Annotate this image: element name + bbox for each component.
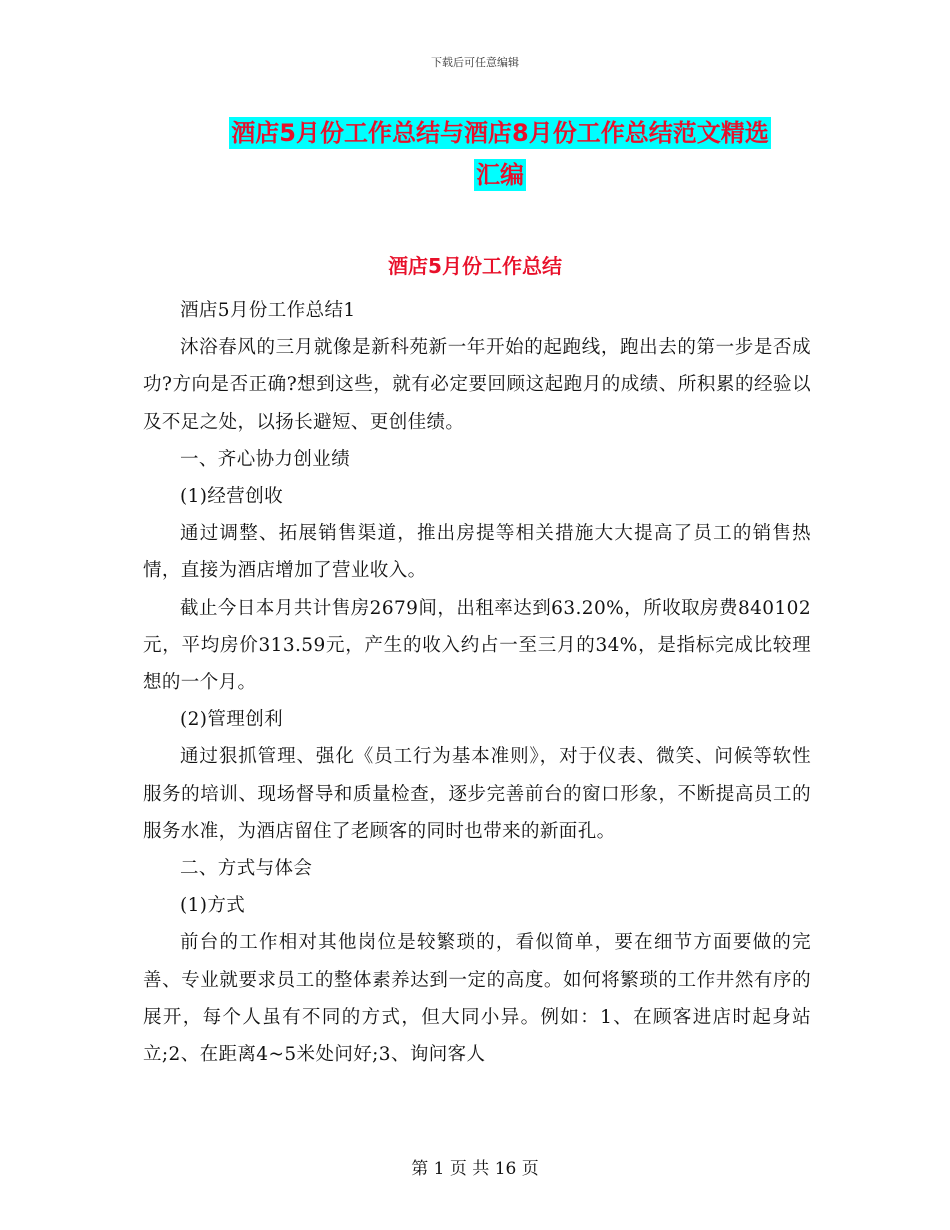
paragraph: 酒店5月份工作总结1 (180, 300, 356, 321)
paragraph: 通过狠抓管理、强化《员工行为基本准则》，对于仪表、微笑、问候等软性服务的培训、现场督导和质量检查，逐步完善前台的窗口形象，不断提高员工的服务水准，为酒店留住了老顾客的同时也带来的新面孔。 (143, 746, 811, 842)
paragraph: 通过调整、拓展销售渠道，推出房提等相关措施大大提高了员工的销售热情，直接为酒店增加了营业收入。 (143, 523, 811, 582)
paragraph: (2)管理创利 (180, 709, 284, 731)
section-title: 酒店5月份工作总结 (388, 254, 562, 278)
document-title (190, 112, 810, 196)
page-number: 第 1 页 共 16 页 (411, 1159, 539, 1179)
paragraph: 一、齐心协力创业绩 (180, 448, 351, 470)
header-note: 下载后可任意编辑 (431, 56, 519, 69)
document-body (143, 292, 811, 1073)
paragraph: (1)经营创收 (180, 486, 284, 508)
paragraph: 沐浴春风的三月就像是新科苑新一年开始的起跑线，跑出去的第一步是否成功?方向是否正确?想到这些，就有必定要回顾这起跑月的成绩、所积累的经验以及不足之处，以扬长避短、更创佳绩。 (143, 337, 811, 433)
document-title-line-2: 汇编 (476, 161, 524, 189)
paragraph: 二、方式与体会 (180, 858, 313, 880)
document-title-line-1: 酒店5月份工作总结与酒店8月份工作总结范文精选 (231, 119, 769, 147)
paragraph: 截止今日本月共计售房2679间，出租率达到63.20%，所收取房费840102元，平均房价313.59元，产生的收入约占一至三月的34%，是指标完成比较理想的一个月。 (143, 597, 811, 694)
paragraph: 前台的工作相对其他岗位是较繁琐的，看似简单，要在细节方面要做的完善、专业就要求员工的整体素养达到一定的高度。如何将繁琐的工作井然有序的展开，每个人虽有不同的方式，但大同小异。例如：1、在顾客进店时起身站立;2、在距离4~5米处问好;3、询问客人 (143, 932, 811, 1066)
paragraph: (1)方式 (180, 895, 246, 917)
